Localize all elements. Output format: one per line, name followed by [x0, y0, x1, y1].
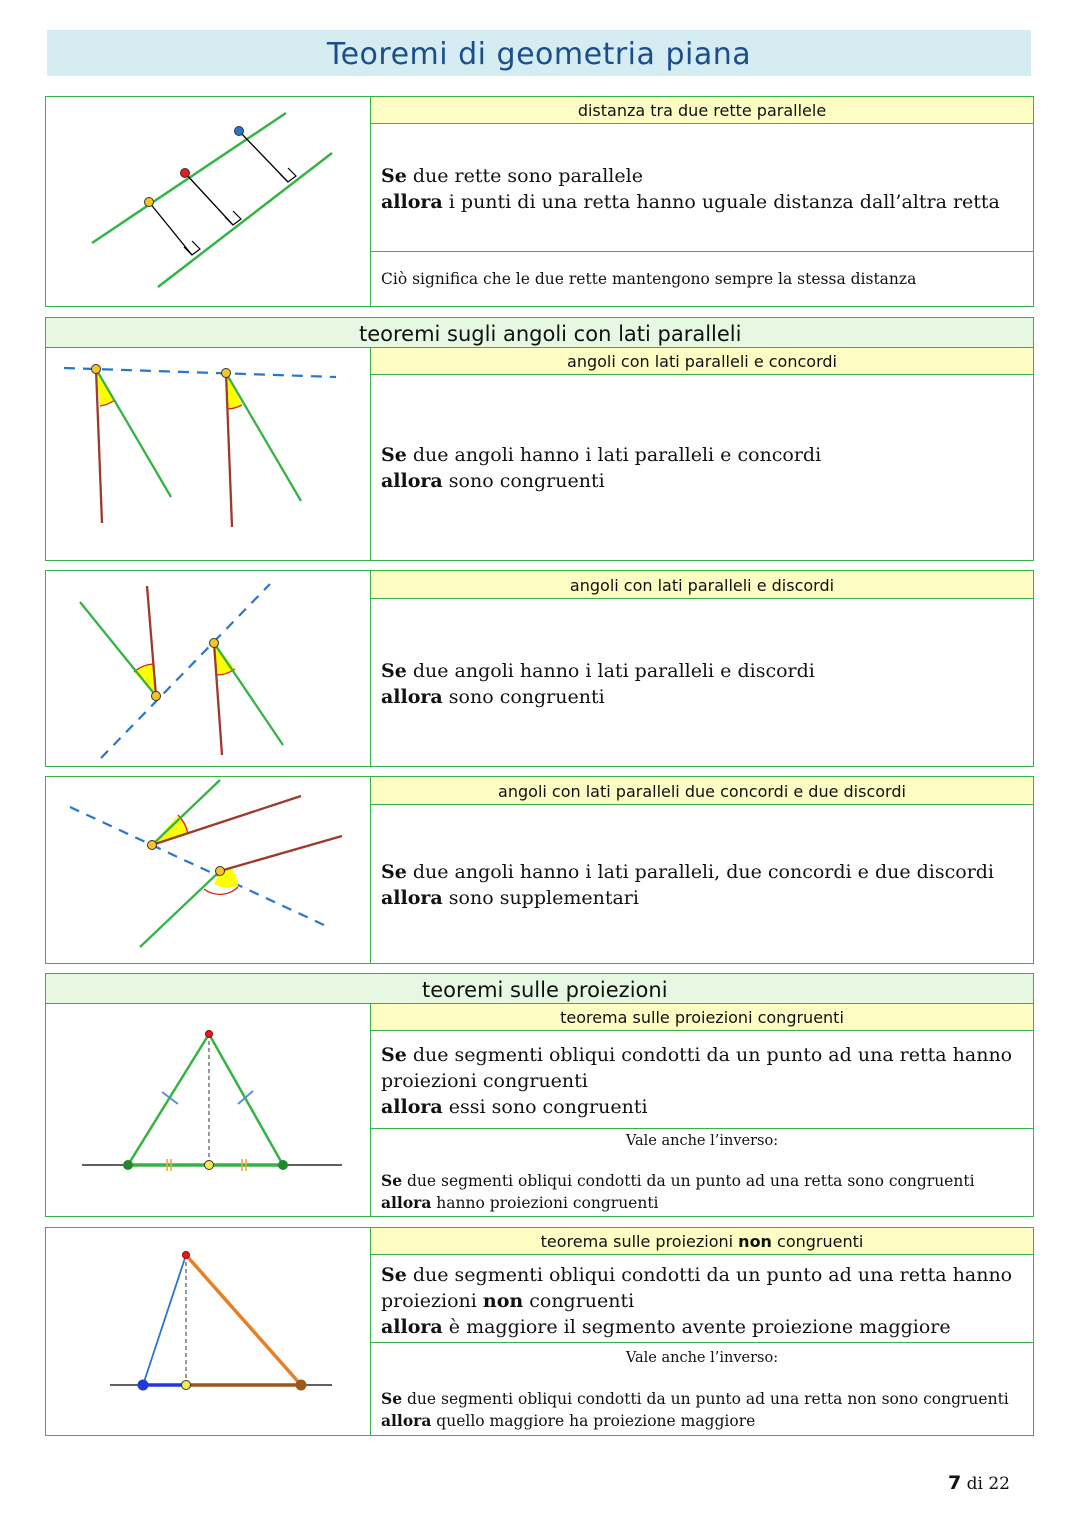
if-keyword: Se	[381, 165, 407, 187]
then-keyword: allora	[381, 191, 443, 213]
section-header-label: distanza tra due rette parallele	[577, 101, 827, 120]
figure-parallel-mixed	[45, 776, 371, 964]
thesis-text: i punti di una retta hanno uguale distanza dall’altra retta	[442, 191, 1000, 213]
figure-parallel-distance	[45, 96, 371, 307]
theorem-statement	[381, 442, 1026, 494]
hypothesis-text: due angoli hanno i lati paralleli e discordi	[406, 660, 815, 682]
hypothesis-text: due segmenti obliqui condotti da un punto ad una retta hanno	[406, 1264, 1013, 1286]
section-header-label: angoli con lati paralleli e discordi	[569, 576, 835, 595]
section-header-label: teorema sulle proiezioni congruenti	[560, 1008, 844, 1027]
section-header-label: teorema sulle proiezioni	[540, 1232, 739, 1251]
if-keyword: Se	[381, 861, 407, 883]
group-heading	[45, 973, 1034, 1004]
if-keyword: Se	[381, 1264, 407, 1286]
page-number	[948, 1472, 1010, 1494]
section-header	[370, 776, 1034, 805]
thesis-text: sono congruenti	[442, 686, 605, 708]
then-keyword: allora	[381, 887, 443, 909]
if-keyword: Se	[381, 1171, 403, 1190]
then-keyword: allora	[381, 686, 443, 708]
hypothesis-text: due segmenti obliqui condotti da un punto ad una retta non sono congruenti	[402, 1390, 1009, 1408]
hypothesis-text-end: congruenti	[523, 1290, 635, 1312]
inverse-statement	[381, 1170, 1026, 1214]
section-header	[370, 96, 1034, 124]
then-keyword: allora	[381, 470, 443, 492]
hypothesis-text: due angoli hanno i lati paralleli, due concordi e due discordi	[406, 861, 995, 883]
section-header	[370, 1227, 1034, 1255]
section-header-label: angoli con lati paralleli e concordi	[567, 352, 837, 371]
hypothesis-text: due angoli hanno i lati paralleli e concordi	[406, 444, 822, 466]
figure-noncongruent-projections	[45, 1227, 371, 1436]
then-keyword: allora	[381, 1411, 432, 1430]
then-keyword: allora	[381, 1096, 443, 1118]
theorem-statement	[381, 859, 1026, 911]
thesis-text: essi sono congruenti	[442, 1096, 648, 1118]
then-keyword: allora	[381, 1316, 443, 1338]
then-keyword: allora	[381, 1193, 432, 1212]
section-header-emphasis: non	[738, 1232, 772, 1251]
group-heading	[45, 317, 1034, 348]
inverse-label: Vale anche l’inverso:	[625, 1350, 779, 1366]
figure-congruent-projections	[45, 1003, 371, 1217]
section-header-label: angoli con lati paralleli due concordi e due discordi	[498, 782, 906, 801]
if-keyword: Se	[381, 1389, 403, 1408]
if-keyword: Se	[381, 660, 407, 682]
figure-parallel-discordant	[45, 570, 371, 767]
section-header	[370, 347, 1034, 375]
page-title-bar	[47, 30, 1031, 76]
theorem-statement	[381, 163, 1026, 215]
note-text: Ciò significa che le due rette mantengono sempre la stessa distanza	[381, 270, 917, 288]
hypothesis-text-cont: proiezioni	[381, 1290, 483, 1312]
group-heading-label: teoremi sugli angoli con lati paralleli	[359, 322, 742, 346]
section-header-label-end: congruenti	[771, 1232, 864, 1251]
page-separator: di	[961, 1474, 989, 1494]
hypothesis-text: due rette sono parallele	[406, 165, 643, 187]
thesis-text: hanno proiezioni congruenti	[431, 1194, 659, 1212]
theorem-statement	[381, 1042, 1021, 1120]
if-keyword: Se	[381, 1044, 407, 1066]
figure-parallel-concordant	[45, 347, 371, 561]
thesis-text: è maggiore il segmento avente proiezione maggiore	[442, 1316, 951, 1338]
thesis-text: quello maggiore ha proiezione maggiore	[431, 1412, 756, 1430]
theorem-statement	[381, 658, 1026, 710]
inverse-label: Vale anche l’inverso:	[625, 1133, 779, 1149]
if-keyword: Se	[381, 444, 407, 466]
hypothesis-text: due segmenti obliqui condotti da un punto ad una retta sono congruenti	[402, 1172, 975, 1190]
theorem-statement	[381, 1262, 1026, 1340]
page-total: 22	[988, 1474, 1010, 1494]
thesis-text: sono supplementari	[442, 887, 639, 909]
section-header	[370, 1003, 1034, 1031]
hypothesis-text: due segmenti obliqui condotti da un punto ad una retta hanno proiezioni congruenti	[381, 1044, 1013, 1092]
thesis-text: sono congruenti	[442, 470, 605, 492]
section-header	[370, 570, 1034, 599]
group-heading-label: teoremi sulle proiezioni	[422, 978, 668, 1002]
hypothesis-emphasis: non	[482, 1290, 524, 1312]
page-title: Teoremi di geometria piana	[326, 37, 752, 72]
page-current: 7	[947, 1472, 962, 1494]
inverse-statement	[381, 1388, 1026, 1432]
